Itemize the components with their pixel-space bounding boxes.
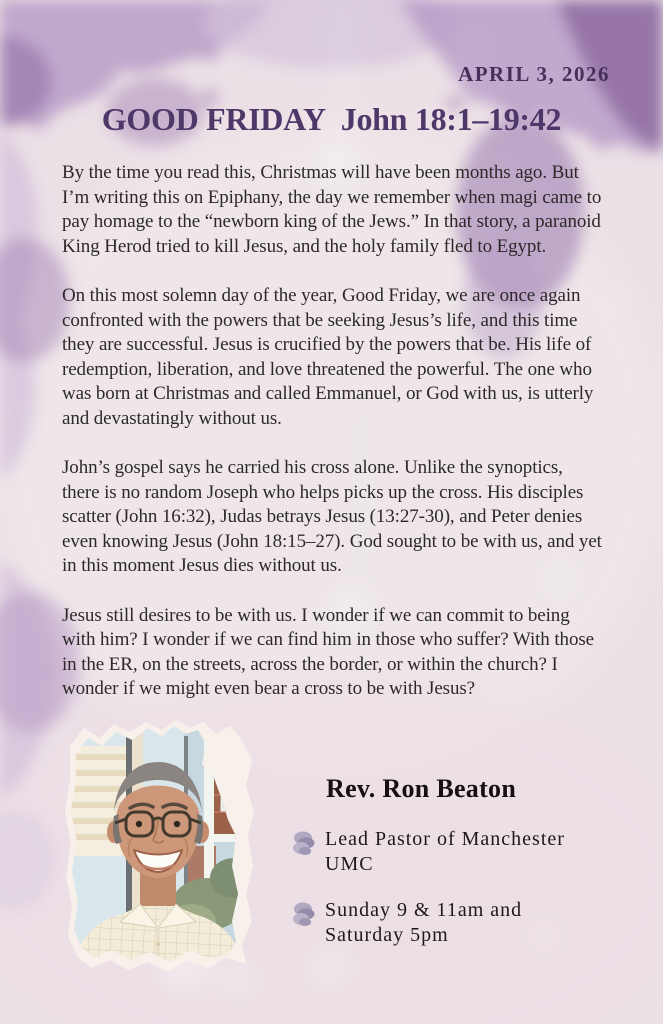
watercolor-bullet-icon [292,901,316,927]
devotional-text [62,161,604,727]
author-name: Rev. Ron Beaton [326,774,517,803]
title-scripture-reference: John 18:1–19:42 [340,101,562,137]
pastor-photo [56,716,260,978]
author-details-list [292,827,622,969]
paragraph-3: John’s gospel says he carried his cross alone. Unlike the synoptics, there is no random Joseph who helps picks up the cross. His disciples scatter (John 16:32), Judas betrays Jesus (13:27-30), and Peter denies even knowing Jesus (John 18:15–27). God sought to be with us, and yet in this moment Jesus dies without us. [62,457,602,576]
paragraph-2: On this most solemn day of the year, Good Friday, we are once again confronted with the powers that be seeking Jesus’s life, and this time they are successful. Jesus is crucified by the powers that be. His life of redemption, liberation, and love threatened the powerful. The one who was born at Christmas and called Emmanuel, or God with us, is utterly and devastatingly without us. [62,285,594,429]
issue-date: APRIL 3, 2026 [458,62,610,86]
list-item-role [292,827,622,877]
page-title [0,101,663,138]
bullet-label-role: Lead Pastor of Manchester UMC [325,828,565,875]
watercolor-bullet-icon [292,830,316,856]
paragraph-4: Jesus still desires to be with us. I wonder if we can commit to being with him? I wonder if we can find him in those who suffer? With those in the ER, on the streets, across the border, or within the church? I wonder if we might even bear a cross to be with Jesus? [62,604,594,699]
paragraph-1: By the time you read this, Christmas will have been months ago. But I’m writing this on Epiphany, the day we remember when magi came to pay homage to the “newborn king of the Jews.” In that story, a paranoid King Herod tried to kill Jesus, and the holy family fled to Egypt. [62,162,602,257]
bullet-label-service-times: Sunday 9 & 11am and Saturday 5pm [325,899,523,946]
list-item-service-times [292,898,622,948]
title-holiday: GOOD FRIDAY [101,101,326,137]
